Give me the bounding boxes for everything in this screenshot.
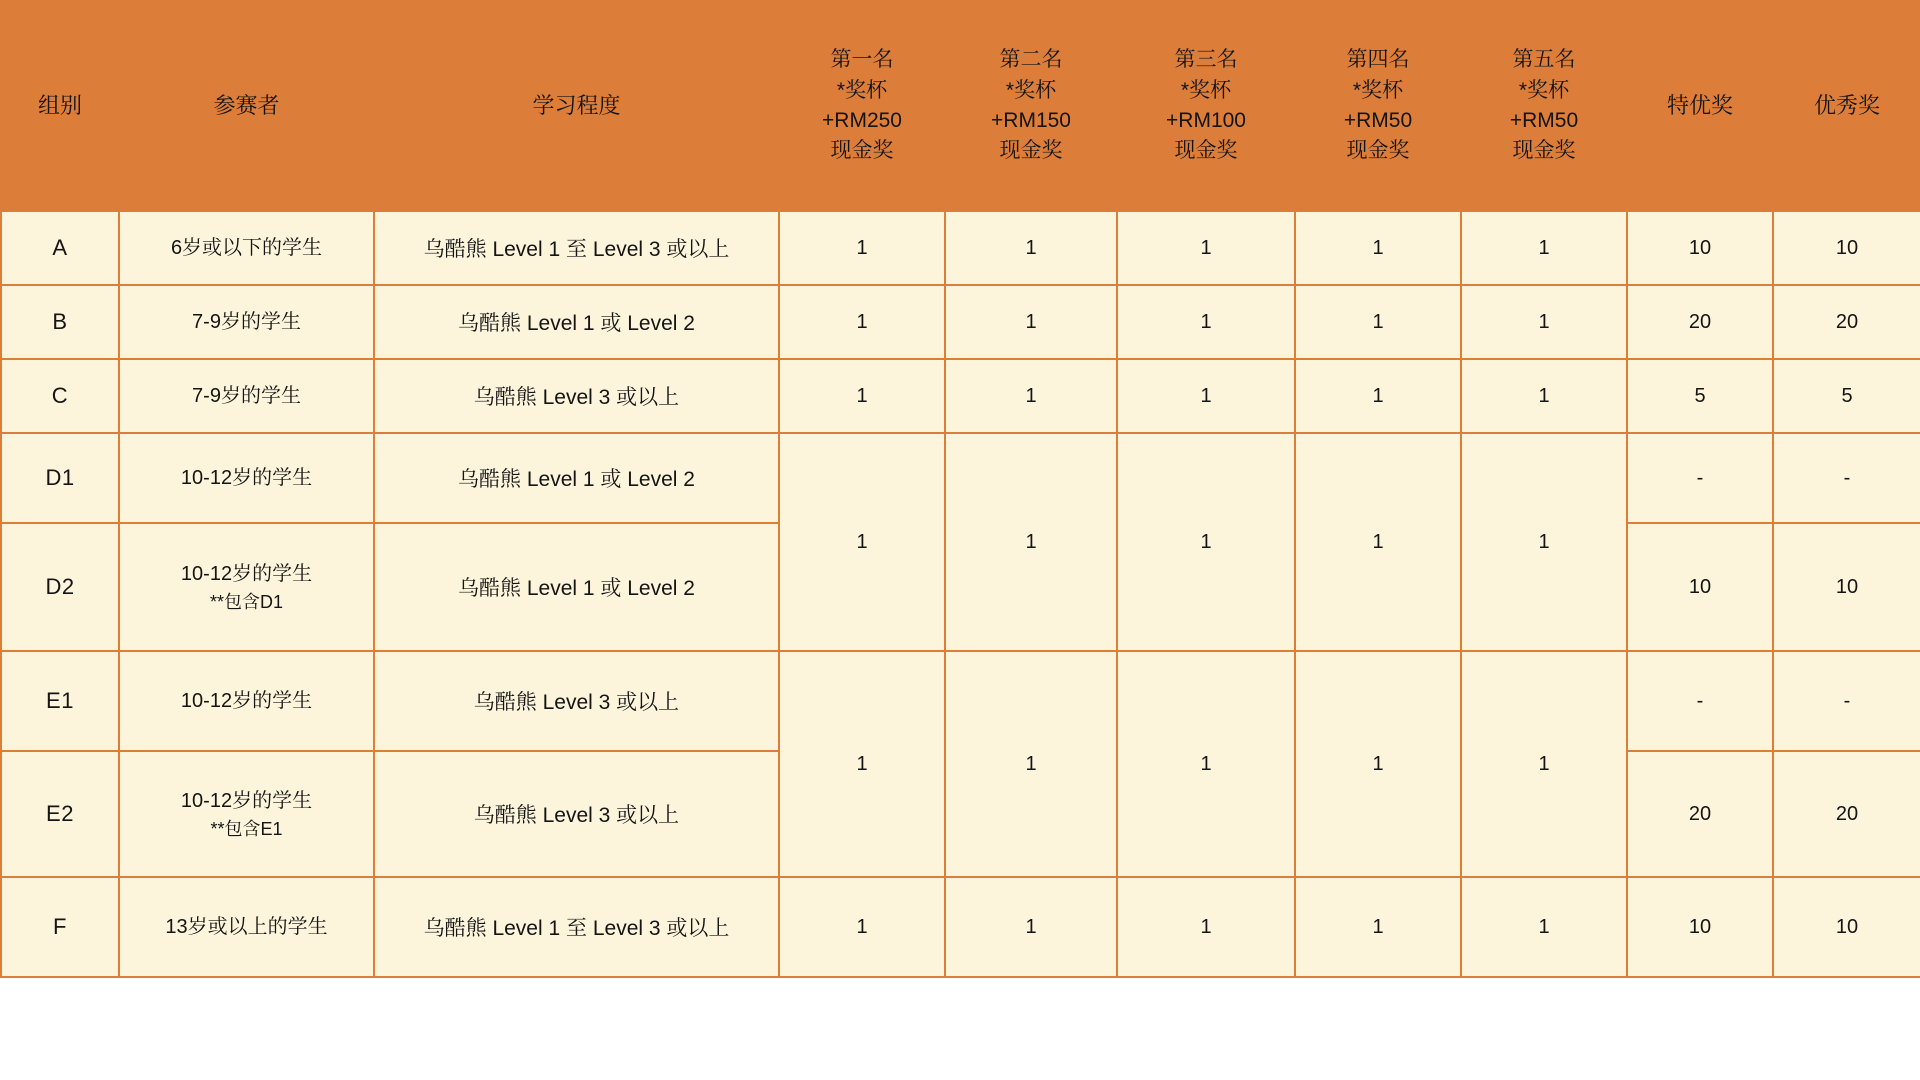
column-header-level: 学习程度 (374, 1, 779, 211)
cell-group: A (1, 211, 119, 285)
cell-place4: 1 (1295, 211, 1461, 285)
place1-line4: 现金奖 (830, 139, 894, 163)
table-row (1, 651, 1920, 751)
place1-line3: +RM250 (822, 109, 902, 132)
cell-group: B (1, 285, 119, 359)
place3-line4: 现金奖 (1174, 139, 1238, 163)
cell-place3: 1 (1117, 211, 1295, 285)
place4-line3: +RM50 (1343, 109, 1413, 132)
place2-line1: 第二名 (999, 48, 1063, 72)
cell-excellent: 10 (1773, 211, 1920, 285)
table-row (1, 433, 1920, 523)
cell-participant: 10-12岁的学生 (119, 433, 374, 523)
place5-line4: 现金奖 (1512, 139, 1576, 163)
participant-main: 10-12岁的学生 (180, 562, 313, 585)
place1-line2: *奖杯 (836, 78, 888, 102)
table-body (1, 211, 1920, 977)
cell-excellent: 10 (1773, 877, 1920, 977)
cell-place3: 1 (1117, 285, 1295, 359)
cell-place4: 1 (1295, 285, 1461, 359)
cell-special: - (1627, 433, 1773, 523)
cell-place4: 1 (1295, 433, 1461, 651)
cell-level: 乌酷熊 Level 1 至 Level 3 或以上 (374, 877, 779, 977)
table-header (1, 1, 1920, 211)
cell-excellent: - (1773, 433, 1920, 523)
place4-line1: 第四名 (1346, 48, 1410, 72)
cell-place2: 1 (945, 433, 1117, 651)
column-header-place1 (779, 1, 945, 211)
cell-group: D2 (1, 523, 119, 651)
cell-special: 20 (1627, 285, 1773, 359)
column-header-special: 特优奖 (1627, 1, 1773, 211)
cell-special: 10 (1627, 877, 1773, 977)
table-row (1, 285, 1920, 359)
column-header-place4 (1295, 1, 1461, 211)
cell-place1: 1 (779, 877, 945, 977)
cell-place3: 1 (1117, 877, 1295, 977)
table-row (1, 877, 1920, 977)
column-header-place2 (945, 1, 1117, 211)
cell-place1: 1 (779, 285, 945, 359)
participant-note: **包含E1 (210, 818, 283, 839)
participant-main: 10-12岁的学生 (180, 789, 313, 812)
table-header-row (1, 1, 1920, 211)
cell-excellent: 10 (1773, 523, 1920, 651)
place5-line1: 第五名 (1512, 48, 1576, 72)
cell-participant: 7-9岁的学生 (119, 285, 374, 359)
cell-place5: 1 (1461, 211, 1627, 285)
place4-line2: *奖杯 (1352, 78, 1404, 102)
cell-place5: 1 (1461, 359, 1627, 433)
cell-group: E1 (1, 651, 119, 751)
cell-level: 乌酷熊 Level 1 或 Level 2 (374, 523, 779, 651)
cell-level: 乌酷熊 Level 3 或以上 (374, 359, 779, 433)
cell-place5: 1 (1461, 285, 1627, 359)
cell-place3: 1 (1117, 433, 1295, 651)
cell-place5: 1 (1461, 433, 1627, 651)
cell-participant: 10-12岁的学生 (119, 651, 374, 751)
cell-group: E2 (1, 751, 119, 877)
cell-participant: 6岁或以下的学生 (119, 211, 374, 285)
cell-special: 10 (1627, 211, 1773, 285)
place1-line1: 第一名 (830, 48, 894, 72)
place4-line4: 现金奖 (1346, 139, 1410, 163)
cell-level: 乌酷熊 Level 1 至 Level 3 或以上 (374, 211, 779, 285)
cell-level: 乌酷熊 Level 1 或 Level 2 (374, 285, 779, 359)
column-header-excellent: 优秀奖 (1773, 1, 1920, 211)
cell-excellent: 5 (1773, 359, 1920, 433)
cell-place1: 1 (779, 651, 945, 877)
cell-place5: 1 (1461, 651, 1627, 877)
place3-line2: *奖杯 (1180, 78, 1232, 102)
place5-line2: *奖杯 (1518, 78, 1570, 102)
place3-line1: 第三名 (1174, 48, 1238, 72)
cell-group: D1 (1, 433, 119, 523)
cell-special: 5 (1627, 359, 1773, 433)
column-header-group: 组别 (1, 1, 119, 211)
cell-place1: 1 (779, 211, 945, 285)
cell-place4: 1 (1295, 877, 1461, 977)
cell-group: C (1, 359, 119, 433)
cell-place5: 1 (1461, 877, 1627, 977)
cell-place2: 1 (945, 877, 1117, 977)
cell-excellent: 20 (1773, 751, 1920, 877)
cell-participant (119, 523, 374, 651)
cell-special: - (1627, 651, 1773, 751)
cell-level: 乌酷熊 Level 3 或以上 (374, 751, 779, 877)
cell-participant: 13岁或以上的学生 (119, 877, 374, 977)
place5-line3: +RM50 (1509, 109, 1579, 132)
participant-note: **包含D1 (209, 591, 284, 612)
cell-place2: 1 (945, 211, 1117, 285)
cell-place3: 1 (1117, 651, 1295, 877)
cell-excellent: - (1773, 651, 1920, 751)
cell-participant: 7-9岁的学生 (119, 359, 374, 433)
cell-place2: 1 (945, 359, 1117, 433)
table-row (1, 211, 1920, 285)
cell-special: 10 (1627, 523, 1773, 651)
cell-place4: 1 (1295, 359, 1461, 433)
cell-place3: 1 (1117, 359, 1295, 433)
place2-line2: *奖杯 (1005, 78, 1057, 102)
cell-group: F (1, 877, 119, 977)
cell-place1: 1 (779, 433, 945, 651)
cell-place4: 1 (1295, 651, 1461, 877)
cell-place2: 1 (945, 651, 1117, 877)
cell-special: 20 (1627, 751, 1773, 877)
place3-line3: +RM100 (1166, 109, 1246, 132)
column-header-participant: 参赛者 (119, 1, 374, 211)
cell-place1: 1 (779, 359, 945, 433)
place2-line3: +RM150 (991, 109, 1071, 132)
cell-participant (119, 751, 374, 877)
column-header-place3 (1117, 1, 1295, 211)
place2-line4: 现金奖 (999, 139, 1063, 163)
column-header-place5 (1461, 1, 1627, 211)
cell-excellent: 20 (1773, 285, 1920, 359)
cell-level: 乌酷熊 Level 3 或以上 (374, 651, 779, 751)
table-row (1, 359, 1920, 433)
cell-place2: 1 (945, 285, 1117, 359)
cell-level: 乌酷熊 Level 1 或 Level 2 (374, 433, 779, 523)
